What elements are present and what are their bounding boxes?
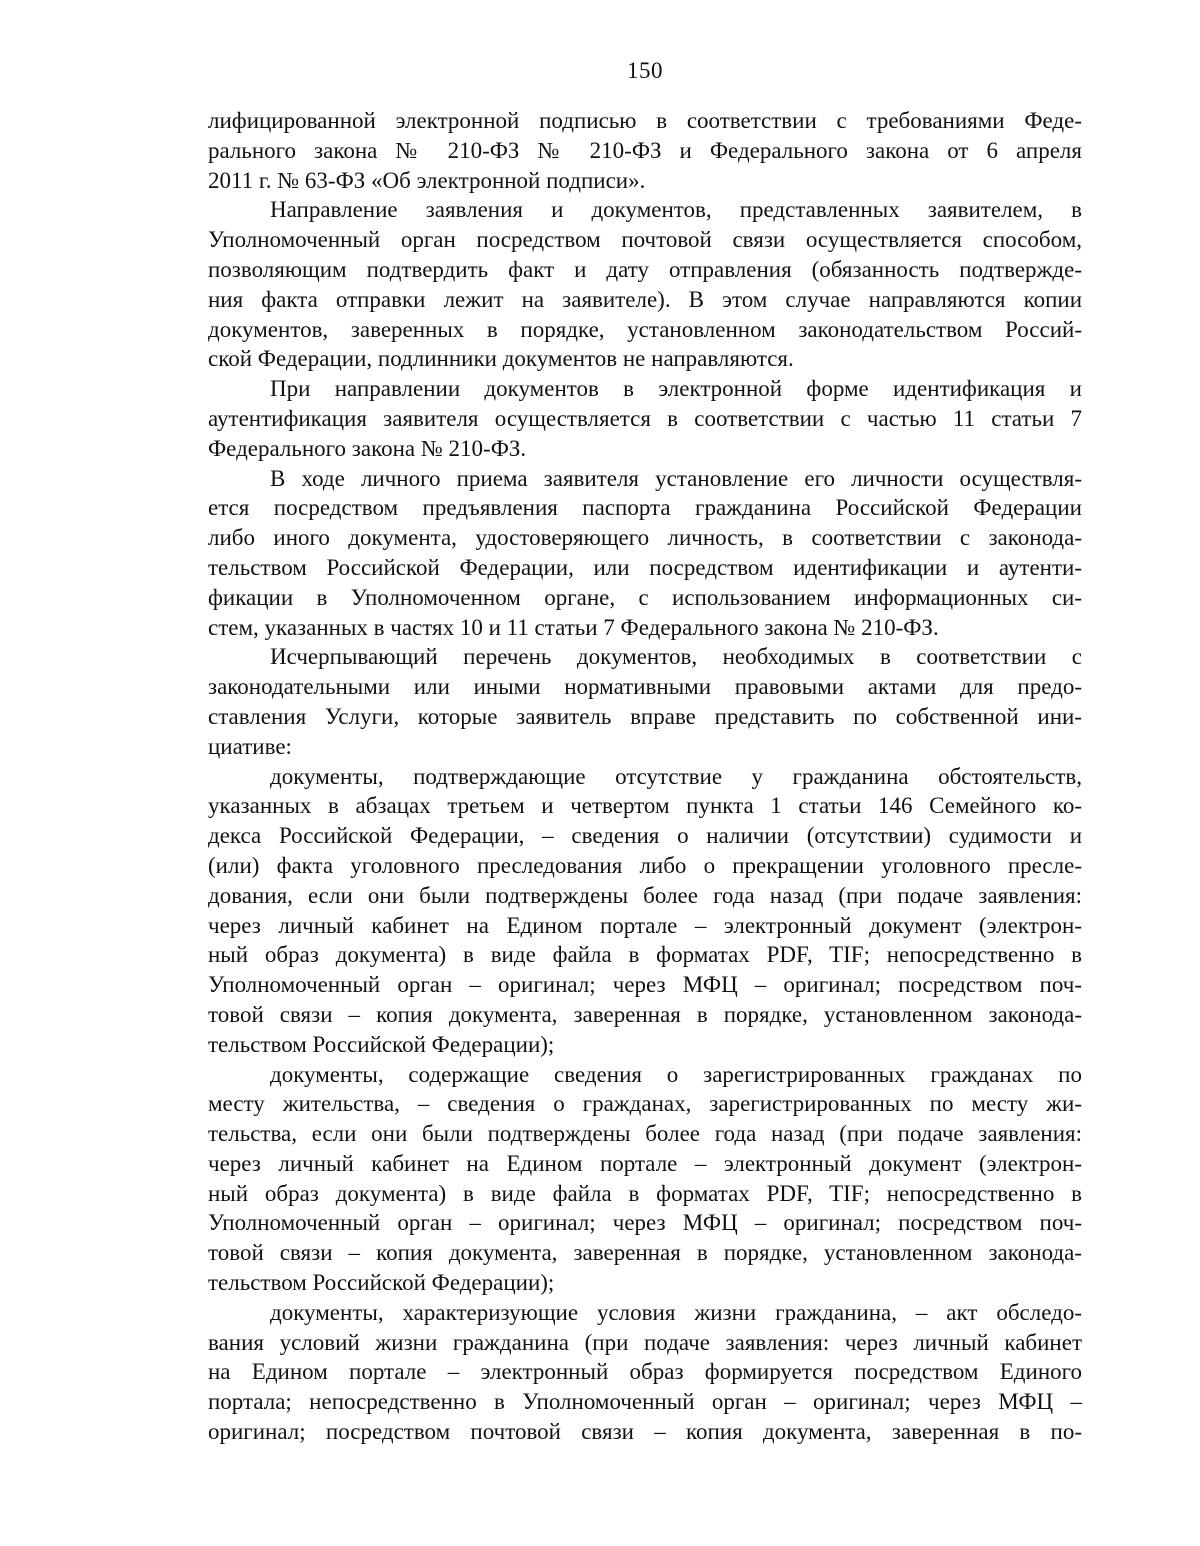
text-line: стем, указанных в частях 10 и 11 статьи 7 Федерального закона № 210-ФЗ. — [208, 614, 939, 640]
text-line: месту жительства, – сведения о гражданах, зарегистрированных по месту жи- — [208, 1091, 1082, 1117]
text-line: документы, характеризующие условия жизни гражданина, – акт обследо- — [270, 1299, 1082, 1325]
text-line: рального закона № 210-ФЗ № 210-ФЗ и Федерального закона от 6 апреля — [208, 137, 1082, 163]
text-line: Уполномоченный орган – оригинал; через МФЦ – оригинал; посредством поч- — [208, 1210, 1082, 1236]
paragraph — [208, 642, 1082, 761]
text-line: ется посредством предъявления паспорта гражданина Российской Федерации — [208, 495, 1082, 521]
text-line: вания условий жизни гражданина (при подаче заявления: через личный кабинет — [208, 1329, 1082, 1355]
text-line: ния факта отправки лежит на заявителе). В этом случае направляются копии — [208, 286, 1082, 312]
text-line: лифицированной электронной подписью в соответствии с требованиями Феде- — [208, 108, 1082, 133]
text-line: портала; непосредственно в Уполномоченный орган – оригинал; через МФЦ – — [208, 1389, 1082, 1415]
text-line: через личный кабинет на Едином портале – электронный документ (электрон- — [208, 1150, 1082, 1176]
text-line: (или) факта уголовного преследования либо о прекращении уголовного пресле- — [208, 852, 1082, 878]
text-line: ный образ документа) в виде файла в форматах PDF, TIF; непосредственно в — [208, 942, 1082, 968]
paragraph — [208, 106, 1082, 195]
text-line: Исчерпывающий перечень документов, необходимых в соответствии с — [270, 644, 1082, 670]
text-line: на Едином портале – электронный образ формируется посредством Единого — [208, 1359, 1082, 1385]
text-line: ставления Услуги, которые заявитель вправе представить по собственной ини- — [208, 703, 1082, 729]
text-line: через личный кабинет на Едином портале – электронный документ (электрон- — [208, 912, 1082, 938]
text-line: тельства, если они были подтверждены более года назад (при подаче заявления: — [208, 1121, 1082, 1147]
document-body — [208, 106, 1082, 1447]
text-line: товой связи – копия документа, заверенная в порядке, установленном законода- — [208, 1001, 1082, 1027]
paragraph — [208, 1298, 1082, 1447]
text-line: ный образ документа) в виде файла в форматах PDF, TIF; непосредственно в — [208, 1180, 1082, 1206]
paragraph — [208, 762, 1082, 1060]
text-line: документы, подтверждающие отсутствие у гражданина обстоятельств, — [270, 763, 1082, 789]
text-line: оригинал; посредством почтовой связи – копия документа, заверенная в по- — [208, 1419, 1082, 1445]
text-line: Уполномоченный орган посредством почтовой связи осуществляется способом, — [208, 227, 1082, 253]
text-line: тельством Российской Федерации); — [208, 1270, 555, 1296]
paragraph — [208, 195, 1082, 374]
text-line: либо иного документа, удостоверяющего личность, в соответствии с законода- — [208, 525, 1082, 551]
text-line: аутентификация заявителя осуществляется в соответствии с частью 11 статьи 7 — [208, 405, 1082, 431]
page-number: 150 — [627, 58, 663, 83]
text-line: фикации в Уполномоченном органе, с использованием информационных си- — [208, 584, 1082, 610]
text-line: циативе: — [208, 733, 292, 759]
text-line: При направлении документов в электронной форме идентификация и — [270, 376, 1082, 402]
text-line: ской Федерации, подлинники документов не направляются. — [208, 346, 794, 372]
paragraph — [208, 464, 1082, 643]
paragraph — [208, 1060, 1082, 1298]
text-line: Федерального закона № 210-ФЗ. — [208, 435, 527, 461]
text-line: тельством Российской Федерации); — [208, 1031, 555, 1057]
text-line: позволяющим подтвердить факт и дату отправления (обязанность подтвержде- — [208, 256, 1082, 282]
text-line: указанных в абзацах третьем и четвертом пункта 1 статьи 146 Семейного ко- — [208, 793, 1082, 819]
text-line: 2011 г. № 63-ФЗ «Об электронной подписи». — [208, 167, 646, 193]
text-line: дования, если они были подтверждены более года назад (при подаче заявления: — [208, 882, 1082, 908]
text-line: Уполномоченный орган – оригинал; через МФЦ – оригинал; посредством поч- — [208, 972, 1082, 998]
text-line: Направление заявления и документов, представленных заявителем, в — [270, 197, 1082, 223]
text-line: документов, заверенных в порядке, установленном законодательством Россий- — [208, 316, 1082, 342]
text-line: тельством Российской Федерации, или посредством идентификации и аутенти- — [208, 554, 1082, 580]
text-line: декса Российской Федерации, – сведения о наличии (отсутствии) судимости и — [208, 823, 1082, 849]
paragraph — [208, 374, 1082, 463]
text-line: товой связи – копия документа, заверенная в порядке, установленном законода- — [208, 1240, 1082, 1266]
text-line: В ходе личного приема заявителя установление его личности осуществля- — [270, 465, 1082, 491]
text-line: законодательными или иными нормативными правовыми актами для предо- — [208, 674, 1082, 700]
text-line: документы, содержащие сведения о зарегистрированных гражданах по — [270, 1061, 1082, 1087]
